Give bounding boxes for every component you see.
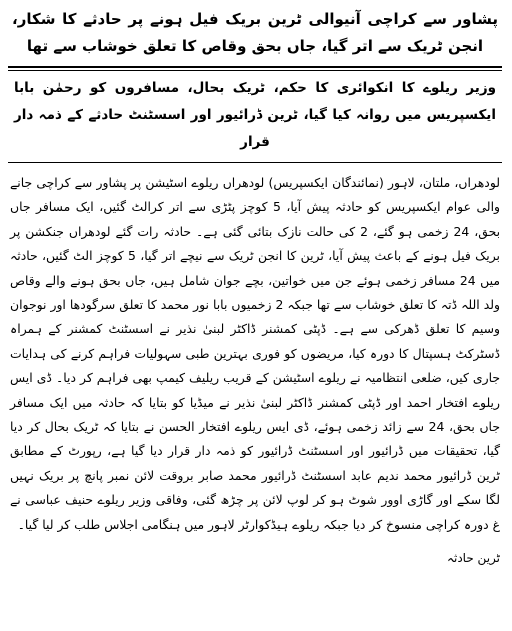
headline-divider-thick [8, 66, 502, 68]
subheadline-divider [8, 162, 502, 163]
article-headline: پشاور سے کراچی آنیوالی ٹرین بریک فیل ہونے پر حادثے کا شکار، انجن ٹریک سے اتر گیا، جاں بحق وقاص کا تعلق خوشاب سے تھا [12, 10, 498, 55]
article-subheadline: وزیر ریلوے کا انکوائری کا حکم، ٹریک بحال، مسافروں کو رحمٰن بابا ایکسپریس میں روانہ کیا گیا، ٹرین ڈرائیور اور اسسٹنٹ حادثے کے ذمہ دار قرار [14, 80, 496, 150]
newspaper-article [8, 4, 502, 625]
article-body: لودھراں، ملتان، لاہور (نمائندگان ایکسپریس) لودھراں ریلوے اسٹیشن پر پشاور سے کراچی جانے والی عوام ایکسپریس کو حادثہ پیش آیا، 5 کوچز پٹڑی سے اتر کرالٹ گئیں، ایک مسافر جاں بحق، 24 زخمی ہو گئے، 2 کی حالت نازک بتائی گئی ہے۔ حادثہ رات گئے لودھراں جنکشن پر بریک فیل ہونے کے باعث پیش آیا، ٹرین کا انجن ٹریک سے نیچے اتر گیا، 5 کوچز الٹ گئیں، حادثہ میں 24 مسافر زخمی ہوئے جن میں خواتین، بچے جوان شامل ہیں، جاں بحق ہونے والے وقاص ولد اللہ ڈتہ کا تعلق خوشاب سے تھا جبکہ 2 زخمیوں بابا نور محمد کا تعلق سرگودھا اور نوجوان وسیم کا تعلق ڈھرکی سے ہے۔ ڈپٹی کمشنر ڈاکٹر لبنیٰ نذیر نے اسسٹنٹ کمشنر کے ہمراہ ڈسٹرکٹ ہسپتال کا دورہ کیا، مریضوں کو فوری بہترین طبی سہولیات فراہم کرنے کی ہدایات جاری کیں، ضلعی انتظامیہ نے ریلوے اسٹیشن کے قریب ریلیف کیمپ بھی فراہم کر دیا۔ ڈی ایس ریلوے افتخار احمد اور ڈپٹی کمشنر ڈاکٹر لبنیٰ نذیر نے میڈیا کو بتایا کہ حادثہ میں ایک مسافر جاں بحق، 24 سے زائد زخمی ہوئے، ڈی ایس ریلوے افتخار الحسن نے بتایا کہ ٹریک بحال کر دیا گیا، تحقیقات میں ڈرائیور اور اسسٹنٹ ڈرائیور کو ذمہ دار قرار دیا گیا ہے، رپورٹ کے مطابق ٹرین ڈرائیور محمد ندیم عابد اسسٹنٹ ڈرائیور محمد صابر بروقت لائن نمبر پانچ پر بریک نہیں لگا سکے اور گاڑی اوور شوٹ ہو کر لوپ لائن پر چڑھ گئی، وفاقی وزیر ریلوے حنیف عباسی نے غ دورہ کراچی منسوخ کر دیا جبکہ ریلوے ہیڈکوارٹر لاہور میں ہنگامی اجلاس طلب کر لیا گیا۔ [10, 175, 501, 532]
article-category-tag: ٹرین حادثہ [446, 551, 500, 566]
headline-divider-thin [8, 70, 502, 71]
